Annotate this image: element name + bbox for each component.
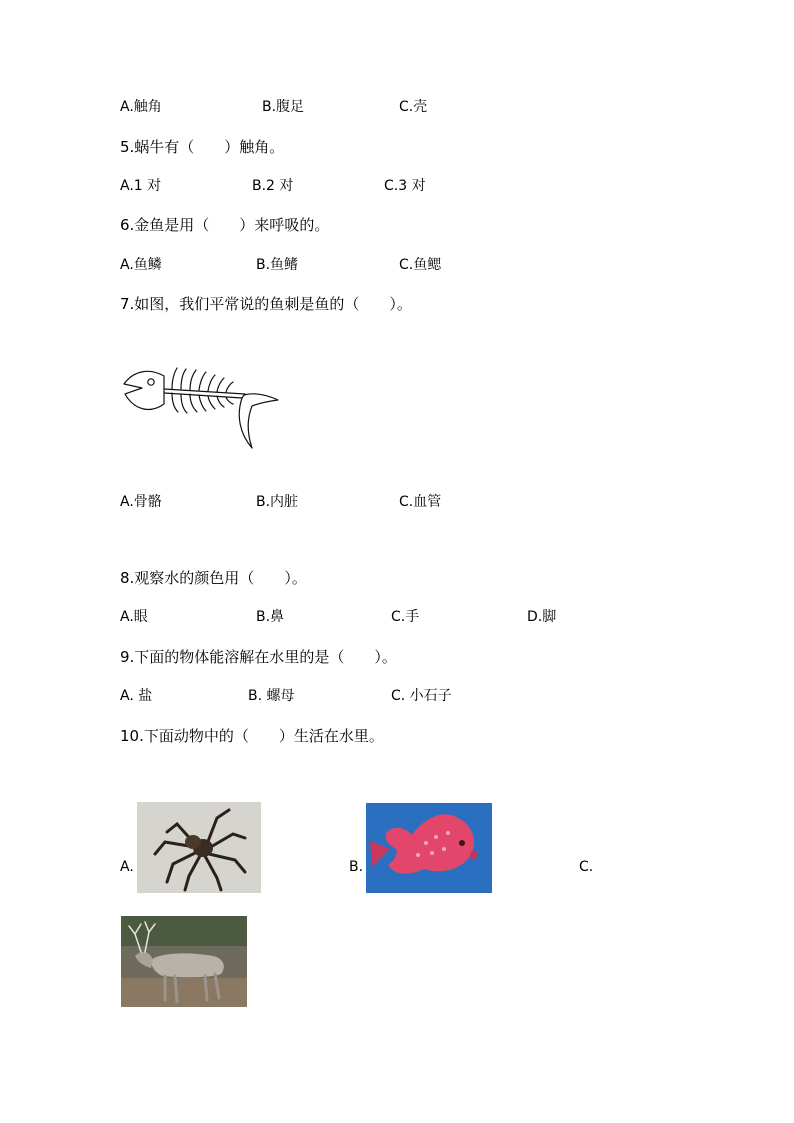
fish-image [366,803,492,893]
deer-image [121,916,247,1007]
q4-option-b: B.腹足 [262,99,305,115]
question-9: 9.下面的物体能溶解在水里的是（ ）。 [120,648,397,666]
q8-option-d: D.脚 [527,609,557,625]
q8-option-a: A.眼 [120,609,148,625]
q10-option-b: B. [349,859,364,875]
question-7: 7.如图，我们平常说的鱼刺是鱼的（ ）。 [120,295,412,313]
question-5: 5.蜗牛有（ ）触角。 [120,138,285,156]
q5-option-b: B.2 对 [252,178,294,194]
q8-option-b: B.鼻 [256,609,285,625]
question-8: 8.观察水的颜色用（ ）。 [120,569,307,587]
question-6: 6.金鱼是用（ ）来呼吸的。 [120,216,330,234]
spider-image [137,802,261,893]
q7-option-c: C.血管 [399,494,442,510]
question-10: 10.下面动物中的（ ）生活在水里。 [120,727,384,745]
q9-option-b: B. 螺母 [248,688,295,704]
q10-option-c: C. [579,859,594,875]
q7-option-b: B.内脏 [256,494,299,510]
q6-option-b: B.鱼鳍 [256,257,299,273]
q5-option-c: C.3 对 [384,178,426,194]
q9-option-a: A. 盐 [120,688,153,704]
q4-option-c: C.壳 [399,99,428,115]
fish-skeleton-image [120,364,282,452]
q7-option-a: A.骨骼 [120,494,162,510]
q8-option-c: C.手 [391,609,420,625]
q9-option-c: C. 小石子 [391,688,452,704]
q10-option-a: A. [120,859,134,875]
q5-option-a: A.1 对 [120,178,162,194]
q6-option-c: C.鱼鳃 [399,257,442,273]
q6-option-a: A.鱼鳞 [120,257,162,273]
q4-option-a: A.触角 [120,99,162,115]
